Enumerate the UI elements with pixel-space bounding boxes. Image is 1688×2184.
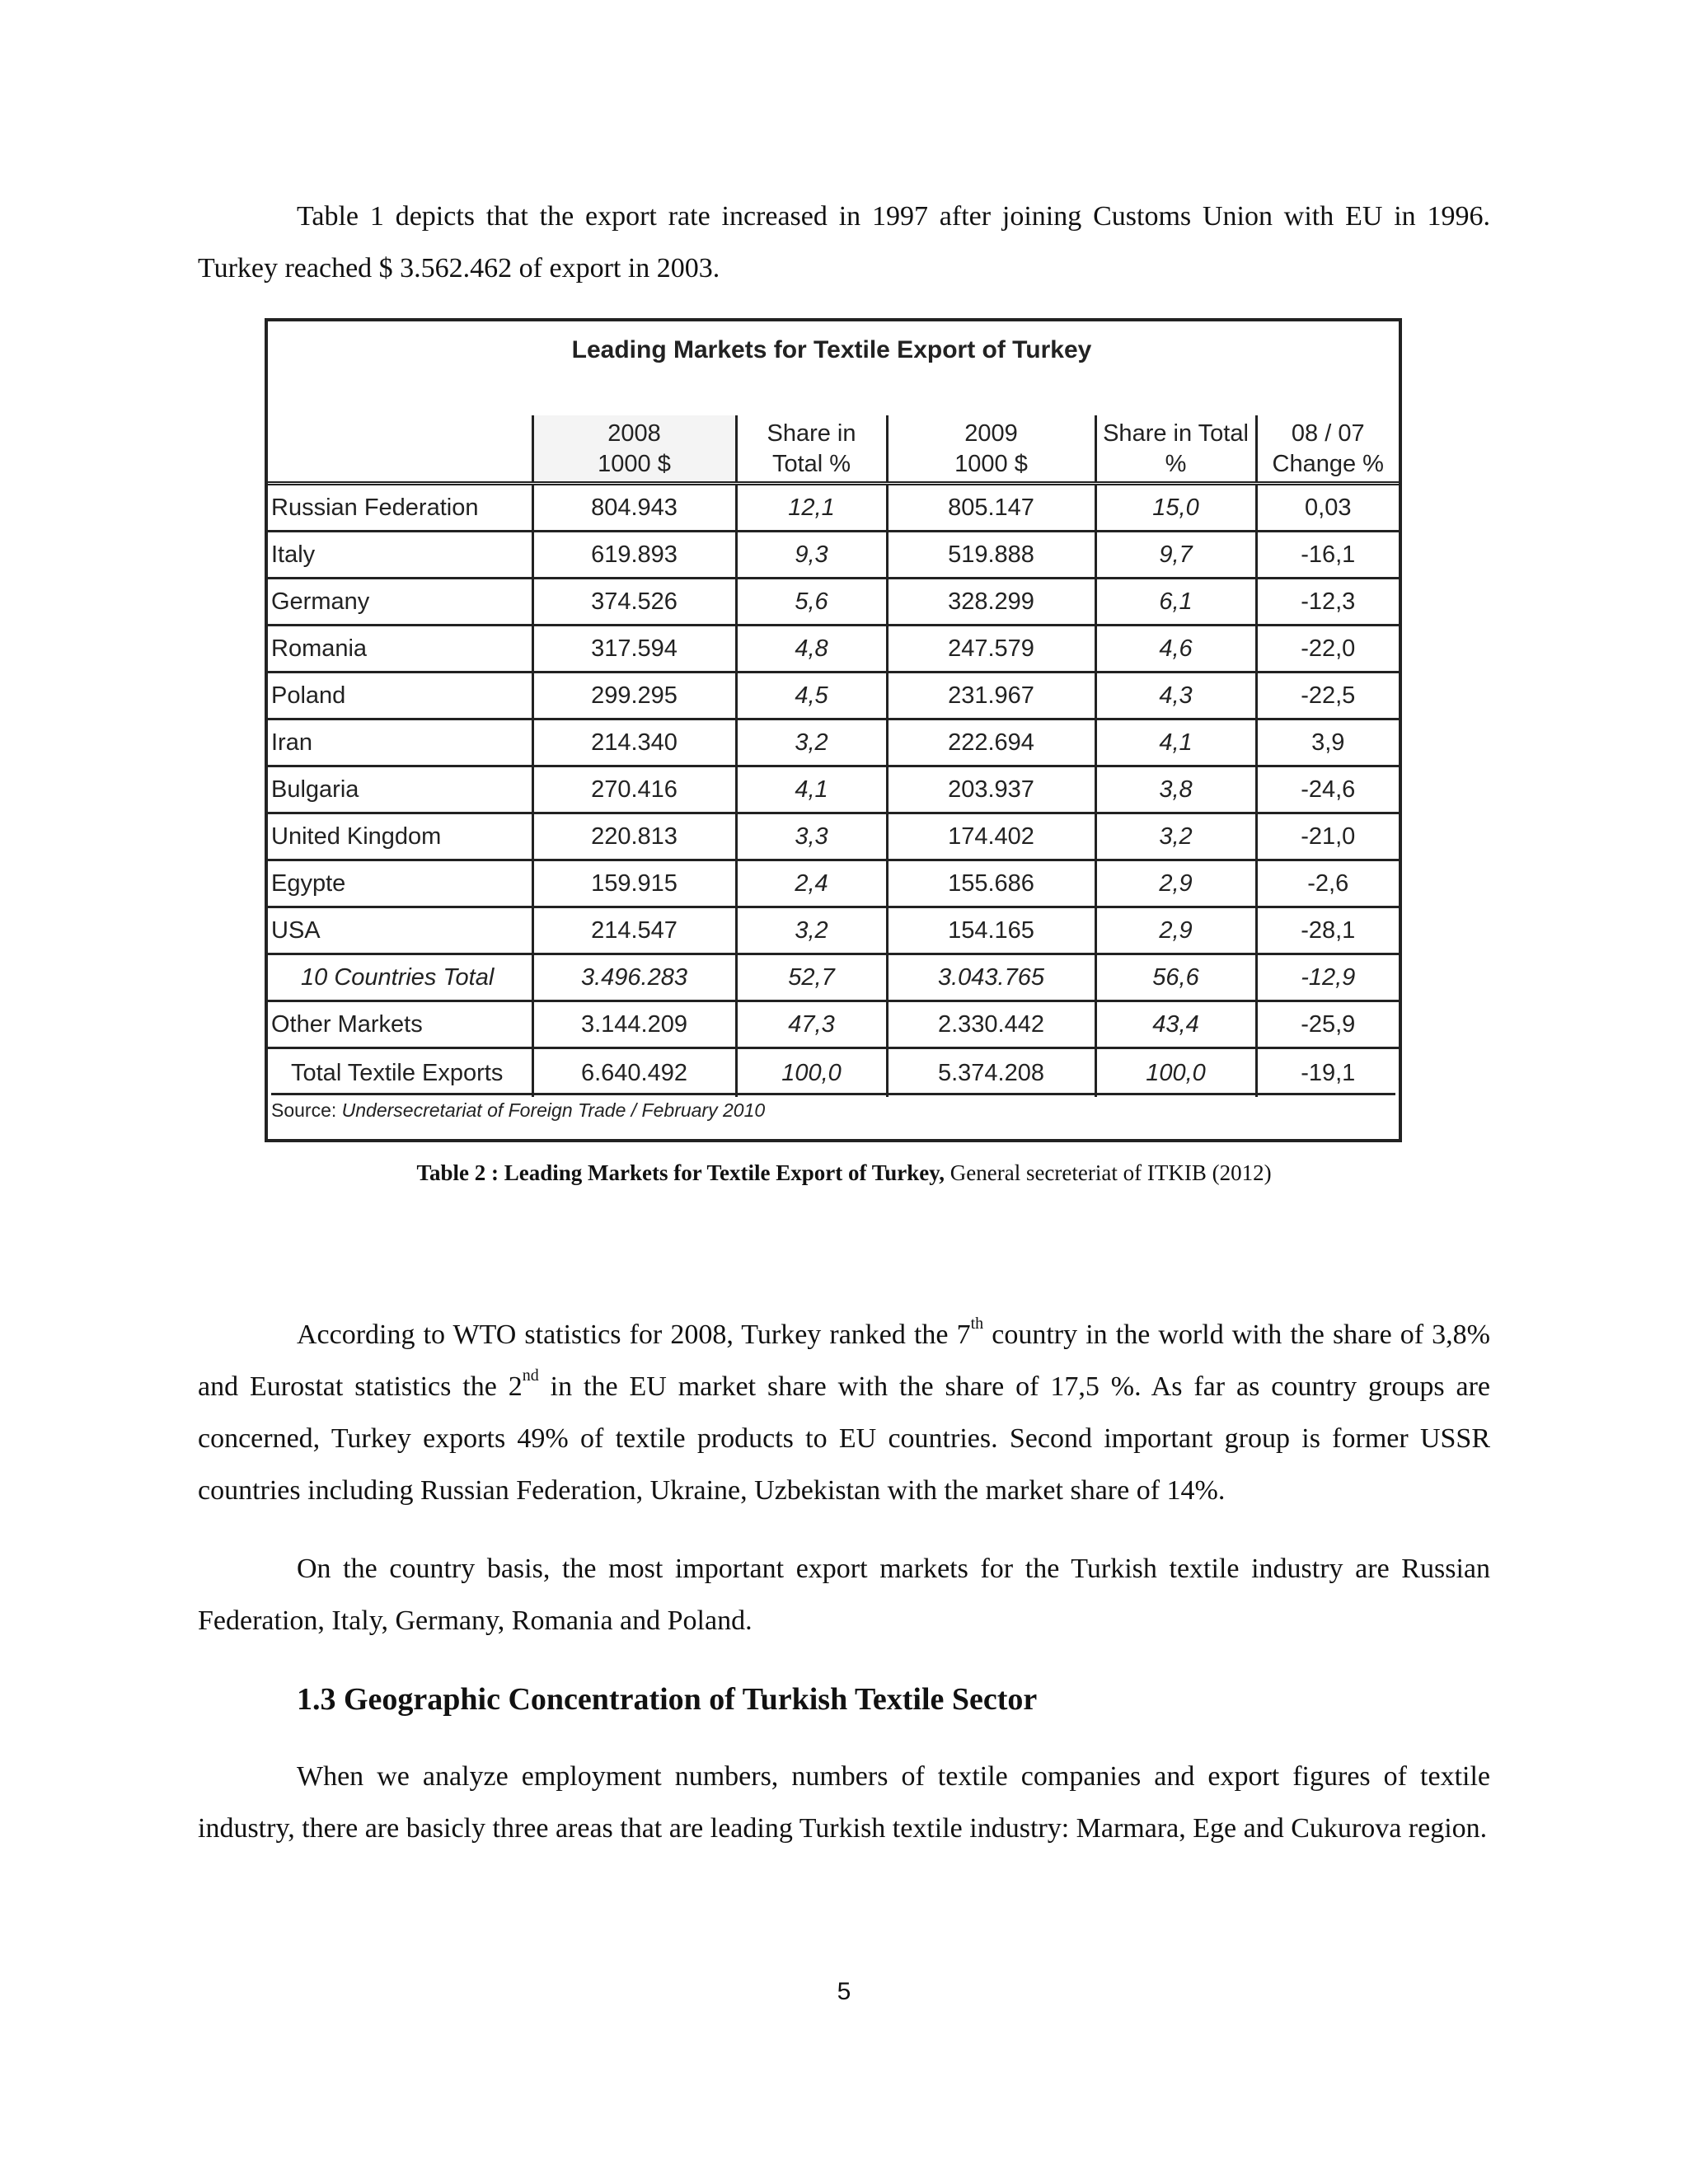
country-cell: Russian Federation	[271, 494, 479, 521]
change-cell: -28,1	[1256, 907, 1399, 954]
share-2008-cell: 4,1	[736, 766, 887, 813]
table-row	[268, 626, 1399, 673]
value-2008-cell: 374.526	[532, 579, 736, 626]
page-number: 5	[837, 1978, 851, 2005]
table-row	[268, 860, 1399, 907]
table-caption	[0, 1160, 1688, 1186]
change-cell: -24,6	[1256, 766, 1399, 813]
table-row-other-markets	[268, 1001, 1399, 1048]
superscript-nd: nd	[522, 1366, 539, 1385]
change-cell: -12,9	[1256, 954, 1399, 1001]
header-2009-value: 2009 1000 $	[887, 415, 1095, 484]
share-2008-cell: 5,6	[736, 579, 887, 626]
share-2008-cell: 4,5	[736, 673, 887, 719]
country-cell: Other Markets	[268, 1001, 532, 1048]
value-2008-cell: 214.340	[532, 719, 736, 766]
value-2008-cell: 6.640.492	[532, 1048, 736, 1098]
change-cell: -12,3	[1256, 579, 1399, 626]
change-cell: -25,9	[1256, 1001, 1399, 1048]
table-row	[268, 673, 1399, 719]
share-2009-cell: 2,9	[1095, 907, 1256, 954]
country-basis-paragraph	[198, 1543, 1490, 1647]
share-2009-cell: 9,7	[1095, 532, 1256, 579]
value-2009-cell: 222.694	[887, 719, 1095, 766]
share-2008-cell: 4,8	[736, 626, 887, 673]
value-2009-cell: 203.937	[887, 766, 1095, 813]
share-2008-cell: 3,3	[736, 813, 887, 860]
wto-text-1: According to WTO statistics for 2008, Turkey ranked the 7	[297, 1319, 971, 1350]
value-2009-cell: 3.043.765	[887, 954, 1095, 1001]
table-row	[268, 532, 1399, 579]
change-cell: -16,1	[1256, 532, 1399, 579]
change-cell: -2,6	[1256, 860, 1399, 907]
table-row	[268, 579, 1399, 626]
table-row	[268, 907, 1399, 954]
country-cell: Egypte	[268, 860, 532, 907]
country-cell: USA	[268, 907, 532, 954]
header-change: 08 / 07 Change %	[1256, 415, 1399, 484]
table-header-row	[268, 415, 1399, 484]
value-2008-cell: 317.594	[532, 626, 736, 673]
value-2009-cell: 154.165	[887, 907, 1095, 954]
table-row	[268, 766, 1399, 813]
share-2008-cell: 52,7	[736, 954, 887, 1001]
value-2009-cell: 5.374.208	[887, 1048, 1095, 1098]
change-cell: 0,03	[1256, 484, 1399, 532]
header-country-blank	[268, 415, 532, 484]
wto-paragraph	[198, 1309, 1490, 1516]
source-text: Undersecretariat of Foreign Trade / February 2010	[341, 1099, 766, 1121]
country-cell: Poland	[268, 673, 532, 719]
value-2008-cell: 214.547	[532, 907, 736, 954]
country-cell: Germany	[268, 579, 532, 626]
value-2009-cell: 2.330.442	[887, 1001, 1095, 1048]
value-2009-cell: 174.402	[887, 813, 1095, 860]
intro-paragraph-text: Table 1 depicts that the export rate increased in 1997 after joining Customs Union with EU in 1996. Turkey reached $ 3.562.462 of export in 2003.	[198, 201, 1490, 284]
country-cell: 10 Countries Total	[268, 954, 532, 1001]
share-2009-cell: 4,1	[1095, 719, 1256, 766]
change-cell: 3,9	[1256, 719, 1399, 766]
table-source-note	[271, 1093, 1395, 1122]
export-table-figure	[265, 318, 1402, 1142]
regions-text: When we analyze employment numbers, numbers of textile companies and export figures of textile industry, there are basicly three areas that are leading Turkish textile industry: Marmara, Ege and Cukurova region.	[198, 1761, 1490, 1844]
share-2009-cell: 56,6	[1095, 954, 1256, 1001]
value-2009-cell: 155.686	[887, 860, 1095, 907]
value-2008-cell: 3.144.209	[532, 1001, 736, 1048]
value-2008-cell: 3.496.283	[532, 954, 736, 1001]
intro-paragraph	[198, 190, 1490, 294]
caption-attribution: General secreteriat of ITKIB (2012)	[945, 1160, 1272, 1185]
share-2008-cell: 12,1	[736, 484, 887, 532]
source-label: Source:	[271, 1099, 342, 1121]
share-2009-cell: 2,9	[1095, 860, 1256, 907]
value-2009-cell: 805.147	[887, 484, 1095, 532]
share-2009-cell: 15,0	[1095, 484, 1256, 532]
table-row-ten-countries-total	[268, 954, 1399, 1001]
table-row	[268, 719, 1399, 766]
country-cell: Bulgaria	[268, 766, 532, 813]
country-cell: Total Textile Exports	[268, 1048, 532, 1098]
country-cell: Romania	[268, 626, 532, 673]
table-row-total-textile-exports	[268, 1048, 1399, 1098]
wto-text-3: in the EU market share with the share of 17,5 %. As far as country groups are concerned, Turkey exports 49% of textile products to EU countries. Second important group is former USSR countries including Russian Federation, Ukraine, Uzbekistan with the market share of 14%.	[198, 1371, 1490, 1506]
change-cell: -22,5	[1256, 673, 1399, 719]
country-cell: United Kingdom	[268, 813, 532, 860]
share-2008-cell: 2,4	[736, 860, 887, 907]
wto-text-2: country in the world with the share of 3,8% and Eurostat statistics the 2	[198, 1319, 1490, 1402]
share-2009-cell: 6,1	[1095, 579, 1256, 626]
regions-paragraph	[198, 1750, 1490, 1854]
header-2009-share: Share in Total %	[1095, 415, 1256, 484]
share-2008-cell: 3,2	[736, 719, 887, 766]
share-2009-cell: 100,0	[1095, 1048, 1256, 1098]
header-2008-value: 2008 1000 $	[532, 415, 736, 484]
share-2008-cell: 3,2	[736, 907, 887, 954]
share-2008-cell: 100,0	[736, 1048, 887, 1098]
value-2008-cell: 299.295	[532, 673, 736, 719]
value-2008-cell: 159.915	[532, 860, 736, 907]
country-basis-text: On the country basis, the most important export markets for the Turkish textile industry are Russian Federation, Italy, Germany, Romania and Poland.	[198, 1554, 1490, 1636]
value-2009-cell: 519.888	[887, 532, 1095, 579]
table-title: Leading Markets for Textile Export of Turkey	[571, 336, 1092, 363]
value-2008-cell: 619.893	[532, 532, 736, 579]
change-cell: -22,0	[1256, 626, 1399, 673]
caption-title: Table 2 : Leading Markets for Textile Export of Turkey,	[416, 1160, 945, 1185]
share-2009-cell: 3,8	[1095, 766, 1256, 813]
change-cell: -19,1	[1256, 1048, 1399, 1098]
table-row	[268, 484, 1399, 532]
change-cell: -21,0	[1256, 813, 1399, 860]
header-2008-share: Share in Total %	[736, 415, 887, 484]
share-2008-cell: 9,3	[736, 532, 887, 579]
value-2009-cell: 328.299	[887, 579, 1095, 626]
share-2008-cell: 47,3	[736, 1001, 887, 1048]
value-2008-cell: 804.943	[532, 484, 736, 532]
value-2008-cell: 220.813	[532, 813, 736, 860]
share-2009-cell: 4,6	[1095, 626, 1256, 673]
table-row	[268, 813, 1399, 860]
share-2009-cell: 3,2	[1095, 813, 1256, 860]
export-markets-table	[268, 415, 1399, 1097]
share-2009-cell: 43,4	[1095, 1001, 1256, 1048]
section-heading: 1.3 Geographic Concentration of Turkish Textile Sector	[297, 1682, 1038, 1717]
value-2009-cell: 247.579	[887, 626, 1095, 673]
country-cell: Italy	[268, 532, 532, 579]
value-2008-cell: 270.416	[532, 766, 736, 813]
share-2009-cell: 4,3	[1095, 673, 1256, 719]
country-cell: Iran	[268, 719, 532, 766]
superscript-th: th	[970, 1315, 984, 1333]
value-2009-cell: 231.967	[887, 673, 1095, 719]
